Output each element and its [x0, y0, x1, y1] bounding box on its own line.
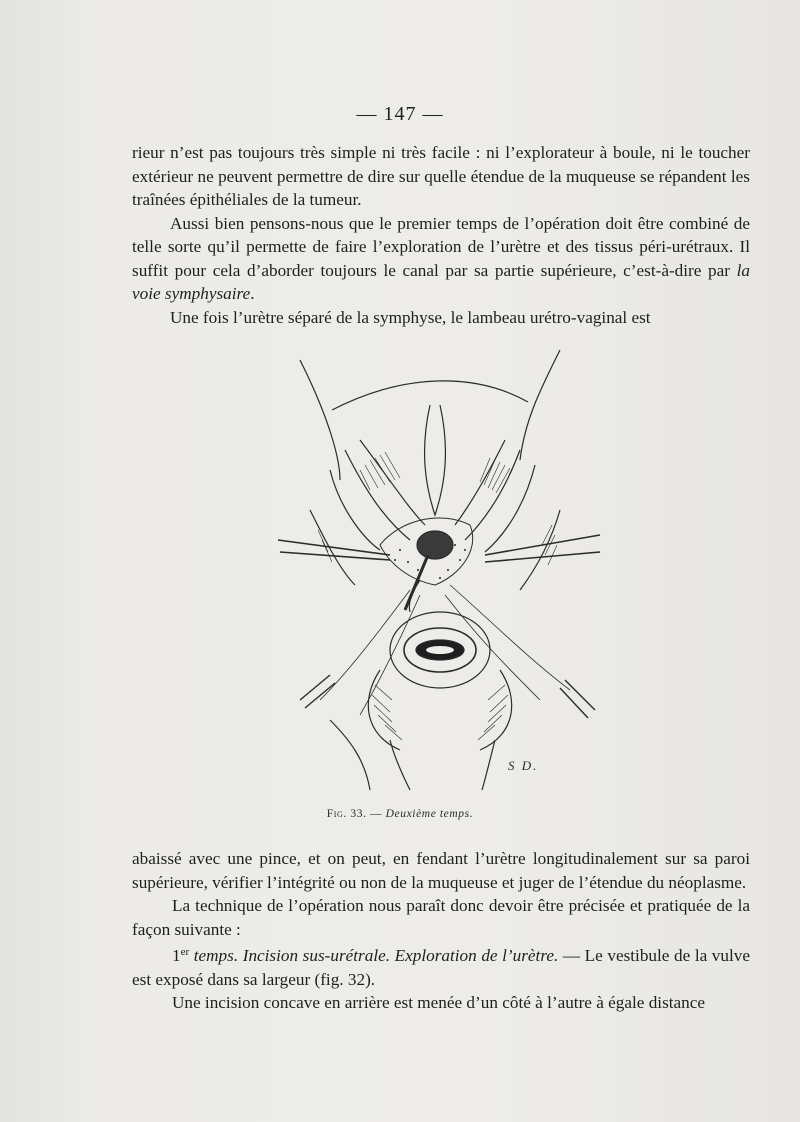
step-title: temps. Incision sus-urétrale. Exploration de l’urètre.: [193, 946, 559, 965]
text-block-bottom: [132, 847, 750, 1015]
paragraph-first-step: [132, 212, 750, 306]
paragraph-lowered-flap: abaissé avec une pince, et on peut, en fendant l’urètre longitudinalement sur sa paroi supérieure, vérifier l’intégrité ou non de la muqueuse et juger de l’étendue du néoplasme.: [132, 849, 750, 892]
figure-caption: [0, 808, 800, 820]
paragraph-end: .: [250, 284, 255, 303]
text-block-top: [132, 141, 750, 329]
step-number: 1: [172, 946, 181, 965]
paragraph-technique: La technique de l’opération nous paraît donc devoir être précisée et pratiquée de la façon suivante :: [132, 896, 750, 939]
step-ordinal: er: [180, 946, 190, 958]
paragraph-incision: Une incision concave en arrière est menée d’un côté à l’autre à égale distance: [172, 993, 706, 1012]
artist-signature: S D.: [508, 758, 539, 773]
page-number: — 147 —: [356, 103, 444, 125]
figure-title: Deuxième temps.: [385, 808, 474, 820]
step-description: — Le vestibule de la vulve est exposé dans sa largeur (fig. 32).: [132, 946, 750, 989]
paragraph-separation: Une fois l’urètre séparé de la symphyse, le lambeau urétro-vaginal est: [170, 307, 651, 327]
caption-separator: —: [366, 808, 386, 820]
paragraph-text: Aussi bien pensons-nous que le premier temps de l’opération doit être combiné de telle sorte qu’il permette de faire l’exploration de l’urètre et des tissus péri-urétraux. Il suffit pour cela d’aborder toujours le canal par sa partie supérieure, c’est-à-dire par: [132, 213, 750, 280]
paragraph-step-one: [132, 941, 750, 991]
surgical-illustration: [270, 340, 620, 800]
italic-term: la voie symphysaire: [132, 260, 750, 303]
figure-label: Fig. 33.: [326, 808, 367, 820]
paragraph-continuation: rieur n’est pas toujours très simple ni très facile : ni l’explorateur à boule, ni le toucher extérieur ne peuvent permettre de dire sur quelle étendue de la muqueuse se répandent les traînées épithéliales de la tumeur.: [132, 143, 750, 209]
